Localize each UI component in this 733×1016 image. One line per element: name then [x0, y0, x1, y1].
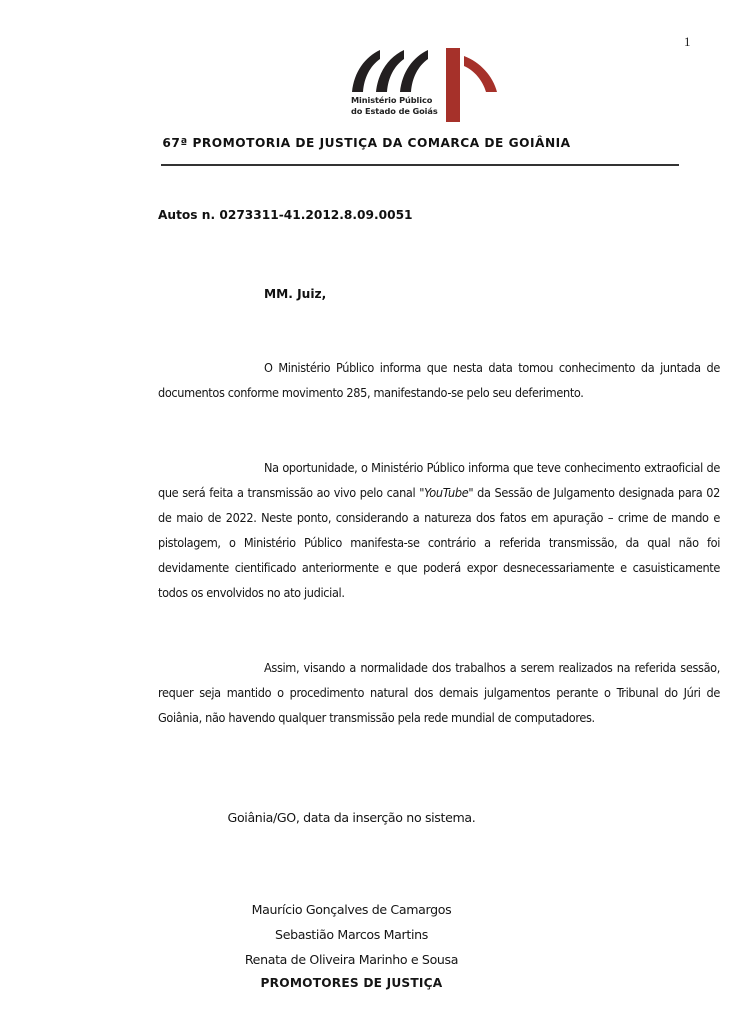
paragraph-2-text-a: Na oportunidade, o Ministério Público informa que teve conhecimento extraoficial de que será feita a transmissão ao vivo pelo canal: [158, 460, 720, 500]
logo-text-line2: do Estado de Goiás: [351, 106, 438, 116]
paragraph-1: O Ministério Público informa que nesta data tomou conhecimento da juntada de documentos conforme movimento 285, manifestando-se pelo seu deferimento.: [158, 360, 720, 400]
logo-red-bar: [446, 48, 460, 122]
case-number: Autos n. 0273311-41.2012.8.09.0051: [158, 208, 413, 222]
place-date: Goiânia/GO, data da inserção no sistema.: [227, 810, 476, 825]
header-title: 67ª PROMOTORIA DE JUSTIÇA DA COMARCA DE GOIÂNIA: [162, 136, 571, 150]
salutation: MM. Juiz,: [264, 287, 327, 301]
paragraph-2: [158, 455, 720, 605]
logo-text-line1: Ministério Público: [351, 95, 433, 105]
logo-arc-2: [376, 50, 404, 92]
signatory-2: Sebastião Marcos Martins: [275, 927, 428, 942]
paragraph-2-text-b: da Sessão de Julgamento designada para 02 de maio de 2022. Neste ponto, considerando a natureza dos fatos em apuração – crime de mando e pistolagem, o Ministério Público manifesta-se contrário a referida transmissão, da qual não foi devidamente cientificado anteriormente e que poderá expor desnecessariamente e casuisticamente todos os envolvidos no ato judicial.: [158, 485, 720, 600]
signatory-1: Maurício Gonçalves de Camargos: [251, 902, 452, 917]
paragraph-3: Assim, visando a normalidade dos trabalhos a serem realizados na referida sessão, requer seja mantido o procedimento natural dos demais julgamentos perante o Tribunal do Júri de Goiânia, não havendo qualquer transmissão pela rede mundial de computadores.: [158, 660, 720, 725]
ministerio-publico-logo: [350, 48, 500, 123]
signatory-3: Renata de Oliveira Marinho e Sousa: [244, 952, 459, 967]
logo-arc-1: [352, 50, 380, 92]
page-number: 1: [684, 34, 691, 49]
youtube-reference: "YouTube": [419, 485, 474, 500]
signatory-role: PROMOTORES DE JUSTIÇA: [260, 976, 443, 990]
header-separator: [161, 164, 679, 166]
logo-arc-3: [400, 50, 428, 92]
logo-red-arc: [464, 56, 497, 92]
logo-text: [351, 95, 438, 117]
